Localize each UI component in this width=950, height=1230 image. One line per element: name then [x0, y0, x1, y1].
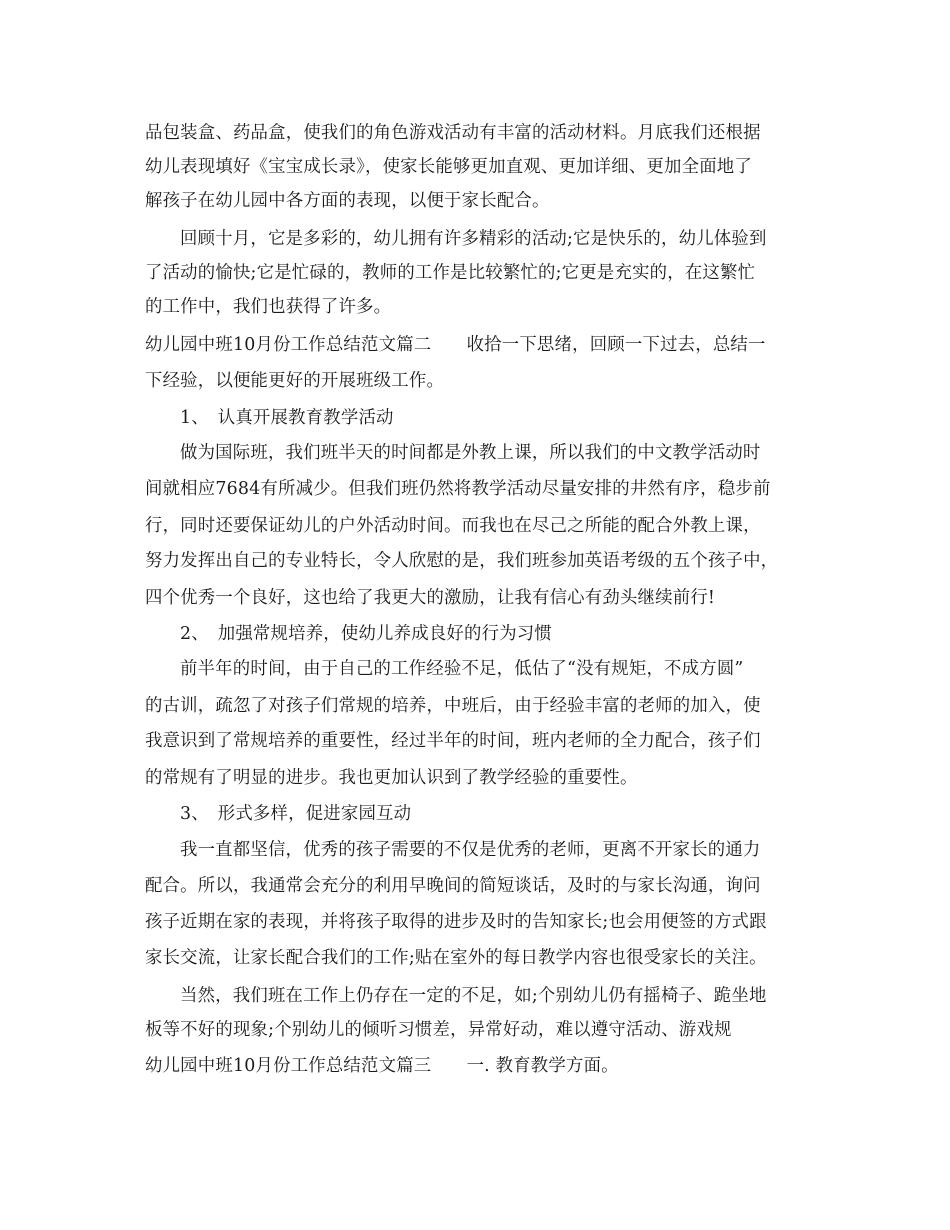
- paragraph-line: 了活动的愉快;它是忙碌的，教师的工作是比较繁忙的;它更是充实的，在这繁忙: [145, 263, 756, 283]
- paragraph-line: 四个优秀一个良好，这也给了我更大的激励，让我有信心有劲头继续前行!: [145, 588, 716, 608]
- list-item-heading: 1、 认真开展教育教学活动: [180, 408, 394, 428]
- paragraph-line: 我意识到了常规培养的重要性，经过半年的时间，班内老师的全力配合，孩子们: [145, 731, 761, 751]
- paragraph-line: 努力发挥出自己的专业特长，令人欣慰的是，我们班参加英语考级的五个孩子中，: [145, 551, 779, 571]
- paragraph-line: 下经验，以便能更好的开展班级工作。: [145, 371, 445, 391]
- paragraph-line: 做为国际班，我们班半天的时间都是外教上课，所以我们的中文教学活动时: [180, 443, 761, 463]
- paragraph-line: 的常规有了明显的进步。我也更加认识到了教学经验的重要性。: [145, 768, 638, 788]
- paragraph-line: 板等不好的现象;个别幼儿的倾听习惯差，异常好动，难以遵守活动、游戏规: [145, 1020, 732, 1040]
- paragraph-line: 行，同时还要保证幼儿的户外活动时间。而我也在尽己之所能的配合外教上课，: [145, 516, 761, 536]
- section-heading-line: 幼儿园中班10月份工作总结范文篇二 收拾一下思绪，回顾一下过去，总结一: [145, 335, 766, 355]
- paragraph-line: 品包装盒、药品盒，使我们的角色游戏活动有丰富的活动材料。月底我们还根据: [145, 123, 761, 143]
- paragraph-line: 解孩子在幼儿园中各方面的表现，以便于家长配合。: [145, 191, 550, 211]
- paragraph-line: 我一直都坚信，优秀的孩子需要的不仅是优秀的老师，更离不开家长的通力: [180, 840, 761, 860]
- paragraph-line: 家长交流，让家长配合我们的工作;贴在室外的每日教学内容也很受家长的关注。: [145, 948, 767, 968]
- paragraph-line: 配合。所以，我通常会充分的利用早晚间的简短谈话，及时的与家长沟通，询问: [145, 876, 761, 896]
- list-item-heading: 3、 形式多样，促进家园互动: [180, 804, 412, 824]
- paragraph-line: 回顾十月，它是多彩的，幼儿拥有许多精彩的活动;它是快乐的，幼儿体验到: [180, 229, 767, 249]
- paragraph-line: 当然，我们班在工作上仍存在一定的不足，如;个别幼儿仍有摇椅子、跪坐地: [180, 986, 767, 1006]
- list-item-heading: 2、 加强常规培养，使幼儿养成良好的行为习惯: [180, 624, 552, 644]
- section-heading-line: 幼儿园中班10月份工作总结范文篇三 一. 教育教学方面。: [145, 1056, 619, 1076]
- paragraph-line: 的工作中，我们也获得了许多。: [145, 297, 392, 317]
- paragraph-line: 孩子近期在家的表现，并将孩子取得的进步及时的告知家长;也会用便签的方式跟: [145, 912, 767, 932]
- paragraph-line: 幼儿表现填好《宝宝成长录》，使家长能够更加直观、更加详细、更加全面地了: [145, 157, 752, 177]
- paragraph-line: 前半年的时间，由于自己的工作经验不足，低估了“没有规矩，不成方圆”: [180, 659, 744, 679]
- paragraph-line: 的古训，疏忽了对孩子们常规的培养，中班后，由于经验丰富的老师的加入，使: [145, 696, 761, 716]
- paragraph-line: 间就相应7684有所减少。但我们班仍然将教学活动尽量安排的井然有序，稳步前: [145, 479, 771, 499]
